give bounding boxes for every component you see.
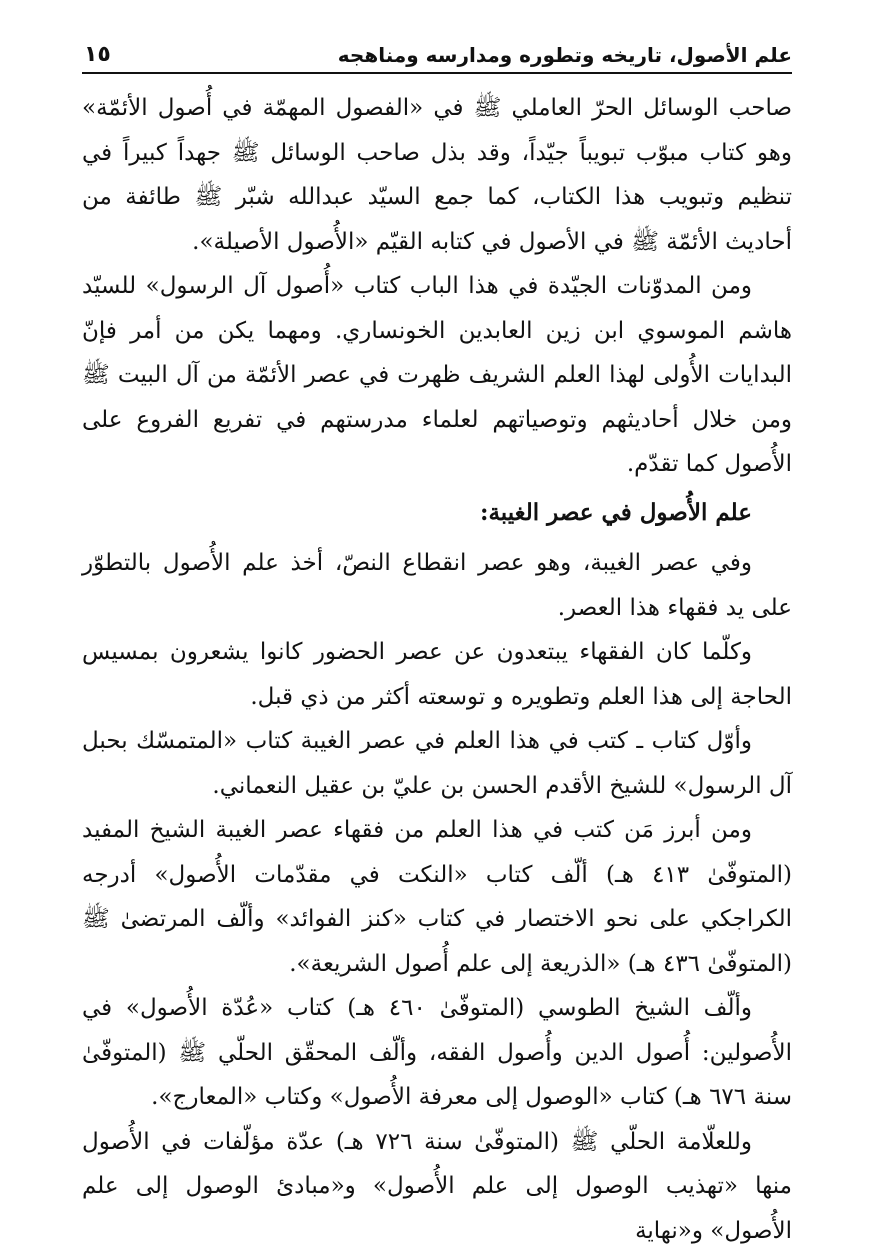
paragraph: وأوّل كتاب ـ كتب في هذا العلم في عصر الغيبة كتاب «المتمسّك بحبل آل الرسول» للشيخ الأقدم الحسن بن عليّ بن عقيل النعماني.: [82, 728, 792, 799]
paragraph: ومن المدوّنات الجيّدة في هذا الباب كتاب «أُصول آل الرسول» للسيّد هاشم الموسوي ابن زين العابدين الخونساري. ومهما يكن من أمر فإنّ البدايات الأُولى لهذا العلم الشريف ظهرت في عصر الأئمّة من آل البيت ﷺ ومن خلال أحاديثهم وتوصياتهم لعلماء مدرستهم في تفريع الفروع على الأُصول كما تقدّم.: [82, 273, 792, 477]
book-page: [82, 30, 792, 1253]
paragraph: ومن أبرز مَن كتب في هذا العلم من فقهاء عصر الغيبة الشيخ المفيد (المتوفّىٰ ٤١٣ هـ) ألّف كتاب «النكت في مقدّمات الأُصول» أدرجه الكراجكي على نحو الاختصار في كتاب «كنز الفوائد» وألّف المرتضىٰ ﷺ (المتوفّىٰ ٤٣٦ هـ) «الذريعة إلى علم أُصول الشريعة».: [82, 817, 792, 977]
body-text: [82, 86, 792, 1253]
paragraph: وفي عصر الغيبة، وهو عصر انقطاع النصّ، أخذ علم الأُصول بالتطوّر على يد فقهاء هذا العصر.: [82, 550, 792, 621]
paragraph: صاحب الوسائل الحرّ العاملي ﷺ في «الفصول المهمّة في أُصول الأئمّة» وهو كتاب مبوّب تبويباً جيّداً، وقد بذل صاحب الوسائل ﷺ جهداً كبيراً في تنظيم وتبويب هذا الكتاب، كما جمع السيّد عبدالله شبّر ﷺ طائفة من أحاديث الأئمّة ﷺ في الأصول في كتابه القيّم «الأُصول الأصيلة».: [82, 95, 792, 255]
running-header: [82, 30, 792, 74]
paragraph: وألّف الشيخ الطوسي (المتوفّىٰ ٤٦٠ هـ) كتاب «عُدّة الأُصول» في الأُصولين: أُصول الدين وأُصول الفقه، وألّف المحقّق الحلّي ﷺ (المتوفّىٰ سنة ٦٧٦ هـ) كتاب «الوصول إلى معرفة الأُصول» وكتاب «المعارج».: [82, 995, 792, 1110]
paragraph: وكلّما كان الفقهاء يبتعدون عن عصر الحضور كانوا يشعرون بمسيس الحاجة إلى هذا العلم وتطويره و توسعته أكثر من ذي قبل.: [82, 639, 792, 710]
page-number: ١٥: [84, 42, 111, 67]
section-heading: علم الأُصول في عصر الغيبة:: [479, 498, 752, 526]
paragraph: وللعلّامة الحلّي ﷺ (المتوفّىٰ سنة ٧٢٦ هـ) عدّة مؤلّفات في الأُصول منها «تهذيب الوصول إلى علم الأُصول» و«مبادئ الوصول إلى علم الأُصول» و«نهاية: [82, 1128, 792, 1244]
header-title: علم الأصول، تاريخه وتطوره ومدارسه ومناهجه: [337, 43, 792, 67]
